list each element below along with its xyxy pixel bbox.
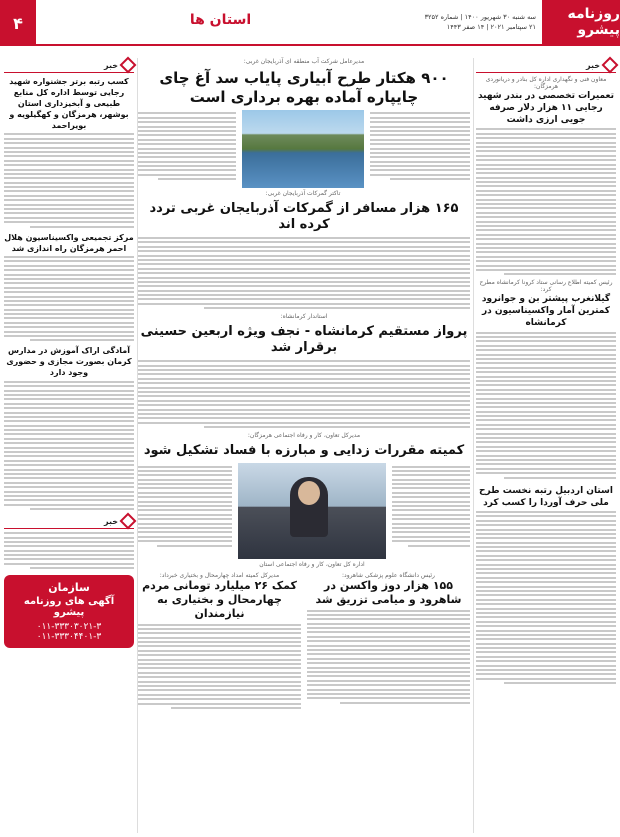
section-title: استان ها [189,12,252,28]
headline-award: کسب رتبه برتر جشنواره شهید رجایی توسط اداره کل منابع طبیعی و آبخیزداری استان بوشهر، هرمزگان و کهگیلویه و بویراحمد [9,77,129,130]
headline-customs: ۱۶۵ هزار مسافر از گمرکات آذربایجان غربی تردد کرده اند [149,201,459,232]
headline-shahrood: ۱۵۵ هزار دوز واکسن در شاهرود و میامی تزریق شد [315,579,462,607]
headline-red-crescent: مرکز تجمیعی واکسیناسیون هلال احمر هرمزگان راه اندازی شد [4,232,134,253]
headline-vaccination: گیلانغرب پیشتر بن و جوانرود کمترین آمار واکسیناسیون در کرمانشاه [481,294,611,329]
ad-box: سازمان آگهی های روزنامه پیشرو ۰۱۱-۳۳۳۰۳۰۲۱-۳ ۰۱۱-۳۳۳۰۴۴۰۱-۳ [4,575,134,648]
main-column: مدیرعامل شرکت آب منطقه ای آذربایجان غربی: ۹۰۰ هکتار طرح آبیاری پایاب سد آغ چای چایپاره آماده بهره برداری است تاکتر گمرکات آذربایجان غربی: ۱۶۵ هزار مسافر از گمرکات آذربایجان غربی تردد کرده اند استاندار کرمانشاه: پرواز مستقیم کرمانشاه - نجف ویژه اربعین حسینی برقرار شد مدیرکل تعاون، کار و رفاه اجتماعی هرمزگان: کمیته مقررات زدایی و مبارزه با فساد تشکیل شود اداره کل تعاون، کار و رفاه اجتماعی استان رئیس دانشگاه علوم پزشکی شاهرود: ۱۵۵ هزار دوز واکسن در شاهرود و میامی تزریق شد مدیرکل کمیته امداد چهارمحال و بختیاری خبرداد: کمک ۲۶ میلیارد تومانی مردم چهارمحال و بختیاری به نیازمندان [138,58,470,711]
newspaper-logo: روزنامه پیشرو [542,0,620,44]
news-bar: خبر [476,58,616,73]
official-photo [238,463,386,559]
headline-port: تعمیرات تخصصی در بندر شهید رجایی ۱۱ هزار دلار صرفه جویی ارزی داشت [477,91,615,125]
right-column: خبر معاون فنی و نگهداری اداره کل بنادر و دریانوردی هرمزگان: تعمیرات تخصصی در بندر شهید رجایی ۱۱ هزار دلار صرفه جویی ارزی داشت رئیس کمیته اطلاع رسانی ستاد کرونا کرمانشاه مطرح کرد: گیلانغرب پیشتر بن و جوانرود کمترین آمار واکسیناسیون در کرمانشاه استان اردبیل رتبه نخست طرح ملی حرف آوردا را کسب کرد [476,58,616,687]
headline-anticorruption: کمیته مقررات زدایی و مبارزه با فساد تشکیل شود [143,443,465,459]
ad-phone-2: ۰۱۱-۳۳۳۰۴۴۰۱-۳ [36,632,102,643]
diamond-icon [120,513,137,530]
left-column [4,58,134,648]
headline-ardabil: استان اردبیل رتبه نخست طرح ملی حرف آوردا را کسب کرد [479,485,613,508]
diamond-icon [602,57,619,74]
page-header [0,0,620,46]
page-number-box [0,0,36,46]
lake-photo [242,110,364,188]
diamond-icon [120,57,137,74]
issue-meta: سه شنبه ۳۰ شهریور ۱۴۰۰ | شماره ۳۲۵۲ ۲۱ سپتامبر ۲۰۲۱ | ۱۴ صفر ۱۴۴۳ [424,13,536,31]
headline-schools: آمادگی اراک آموزش در مدارس کرمان بصورت مجازی و حضوری وجود دارد [6,346,132,378]
ad-phone-1: ۰۱۱-۳۳۳۰۳۰۲۱-۳ [36,622,102,633]
headline-flight: پرواز مستقیم کرمانشاه - نجف ویژه اربعین حسینی برقرار شد [140,324,468,356]
news-bar-left-2: خبر [4,514,134,529]
page-number: ۴ [13,13,23,33]
headline-dam: ۹۰۰ هکتار طرح آبیاری پایاب سد آغ چای چایپاره آماده بهره برداری است [159,69,449,106]
news-bar-left: خبر [4,58,134,73]
headline-charity: کمک ۲۶ میلیارد تومانی مردم چهارمحال و بختیاری به نیازمندان [142,579,297,621]
